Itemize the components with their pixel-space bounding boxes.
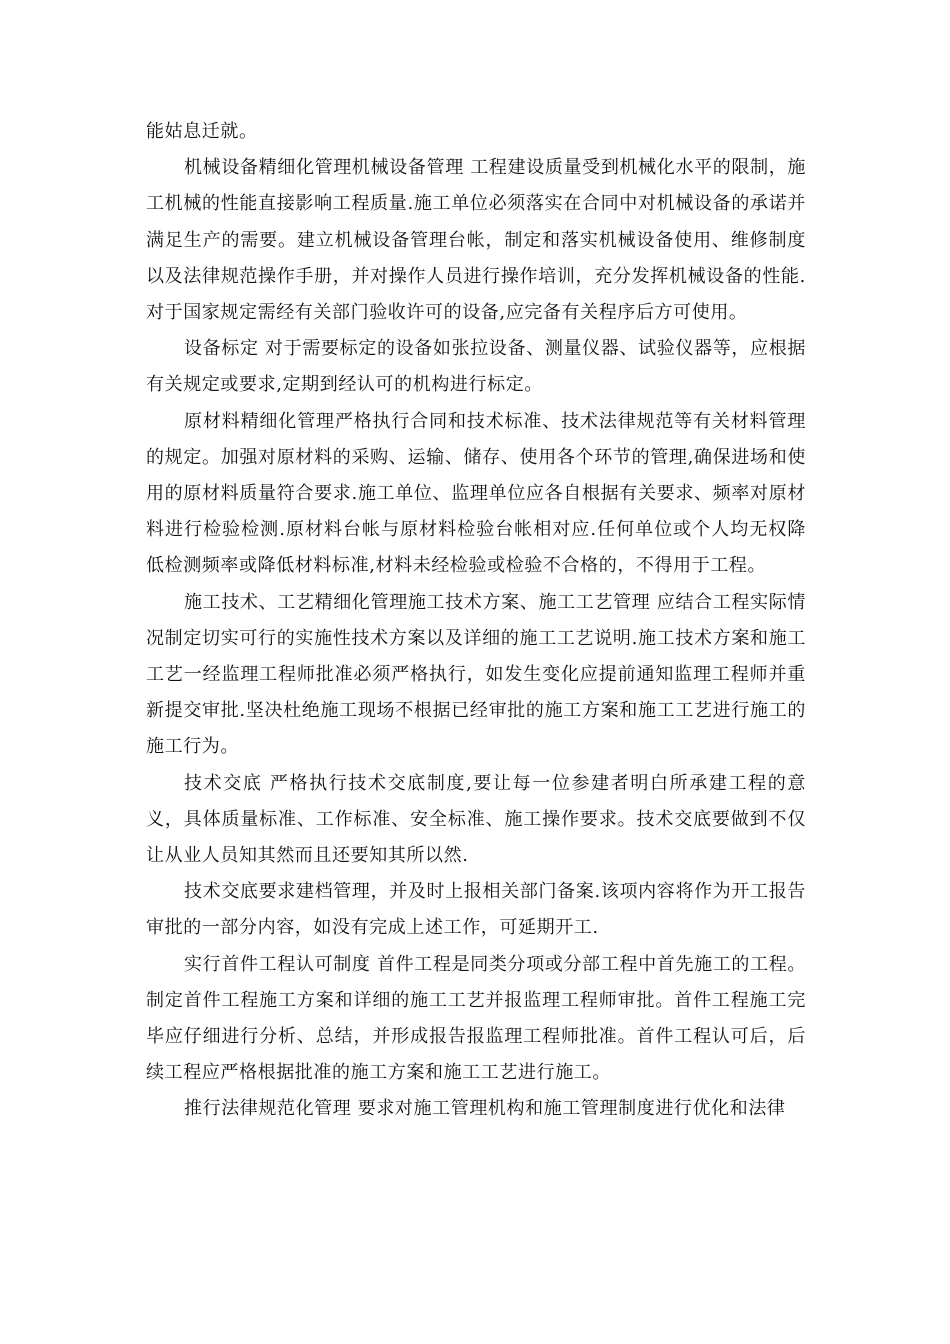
paragraph-standardized-management: 推行法律规范化管理 要求对施工管理机构和施工管理制度进行优化和法律 — [184, 1098, 786, 1120]
paragraph-machinery-management: 机械设备精细化管理机械设备管理 工程建设质量受到机械化水平的限制，施工机械的性能直接影响工程质量.施工单位必须落实在合同中对机械设备的承诺并满足生产的需要。建立机械设备管理台帐，制定和落实机械设备使用、维修制度以及法律规范操作手册，并对操作人员进行操作培训，充分发挥机械设备的性能.对于国家规定需经有关部门验收许可的设备,应完备有关程序后方可使用。 — [146, 157, 806, 324]
paragraph-first-piece-approval: 实行首件工程认可制度 首件工程是同类分项或分部工程中首先施工的工程。制定首件工程施工方案和详细的施工工艺并报监理工程师审批。首件工程施工完毕应仔细进行分析、总结，并形成报告报监理工程师批准。首件工程认可后，后续工程应严格根据批准的施工方案和施工工艺进行施工。 — [146, 953, 806, 1084]
paragraph-technical-briefing: 技术交底 严格执行技术交底制度,要让每一位参建者明白所承建工程的意义，具体质量标准、工作标准、安全标准、施工操作要求。技术交底要做到不仅让从业人员知其然而且还要知其所以然. — [146, 772, 806, 867]
paragraph-continuation: 能姑息迁就。 — [146, 121, 258, 142]
paragraph-construction-technology: 施工技术、工艺精细化管理施工技术方案、施工工艺管理 应结合工程实际情况制定切实可行的实施性技术方案以及详细的施工工艺说明.施工技术方案和施工工艺一经监理工程师批准必须严格执行，如发生变化应提前通知监理工程师并重新提交审批.坚决杜绝施工现场不根据已经审批的施工方案和施工工艺进行施工的施工行为。 — [146, 591, 806, 758]
paragraph-briefing-archive: 技术交底要求建档管理，并及时上报相关部门备案.该项内容将作为开工报告审批的一部分内容，如没有完成上述工作，可延期开工. — [146, 881, 806, 939]
paragraph-raw-materials: 原材料精细化管理严格执行合同和技术标准、技术法律规范等有关材料管理的规定。加强对原材料的采购、运输、储存、使用各个环节的管理,确保进场和使用的原材料质量符合要求.施工单位、监理单位应各自根据有关要求、频率对原材料进行检验检测.原材料台帐与原材料检验台帐相对应.任何单位或个人均无权降低检测频率或降低材料标准,材料未经检验或检验不合格的，不得用于工程。 — [146, 410, 806, 577]
paragraph-equipment-calibration: 设备标定 对于需要标定的设备如张拉设备、测量仪器、试验仪器等，应根据有关规定或要求,定期到经认可的机构进行标定。 — [146, 338, 806, 396]
document-body — [146, 114, 806, 1128]
